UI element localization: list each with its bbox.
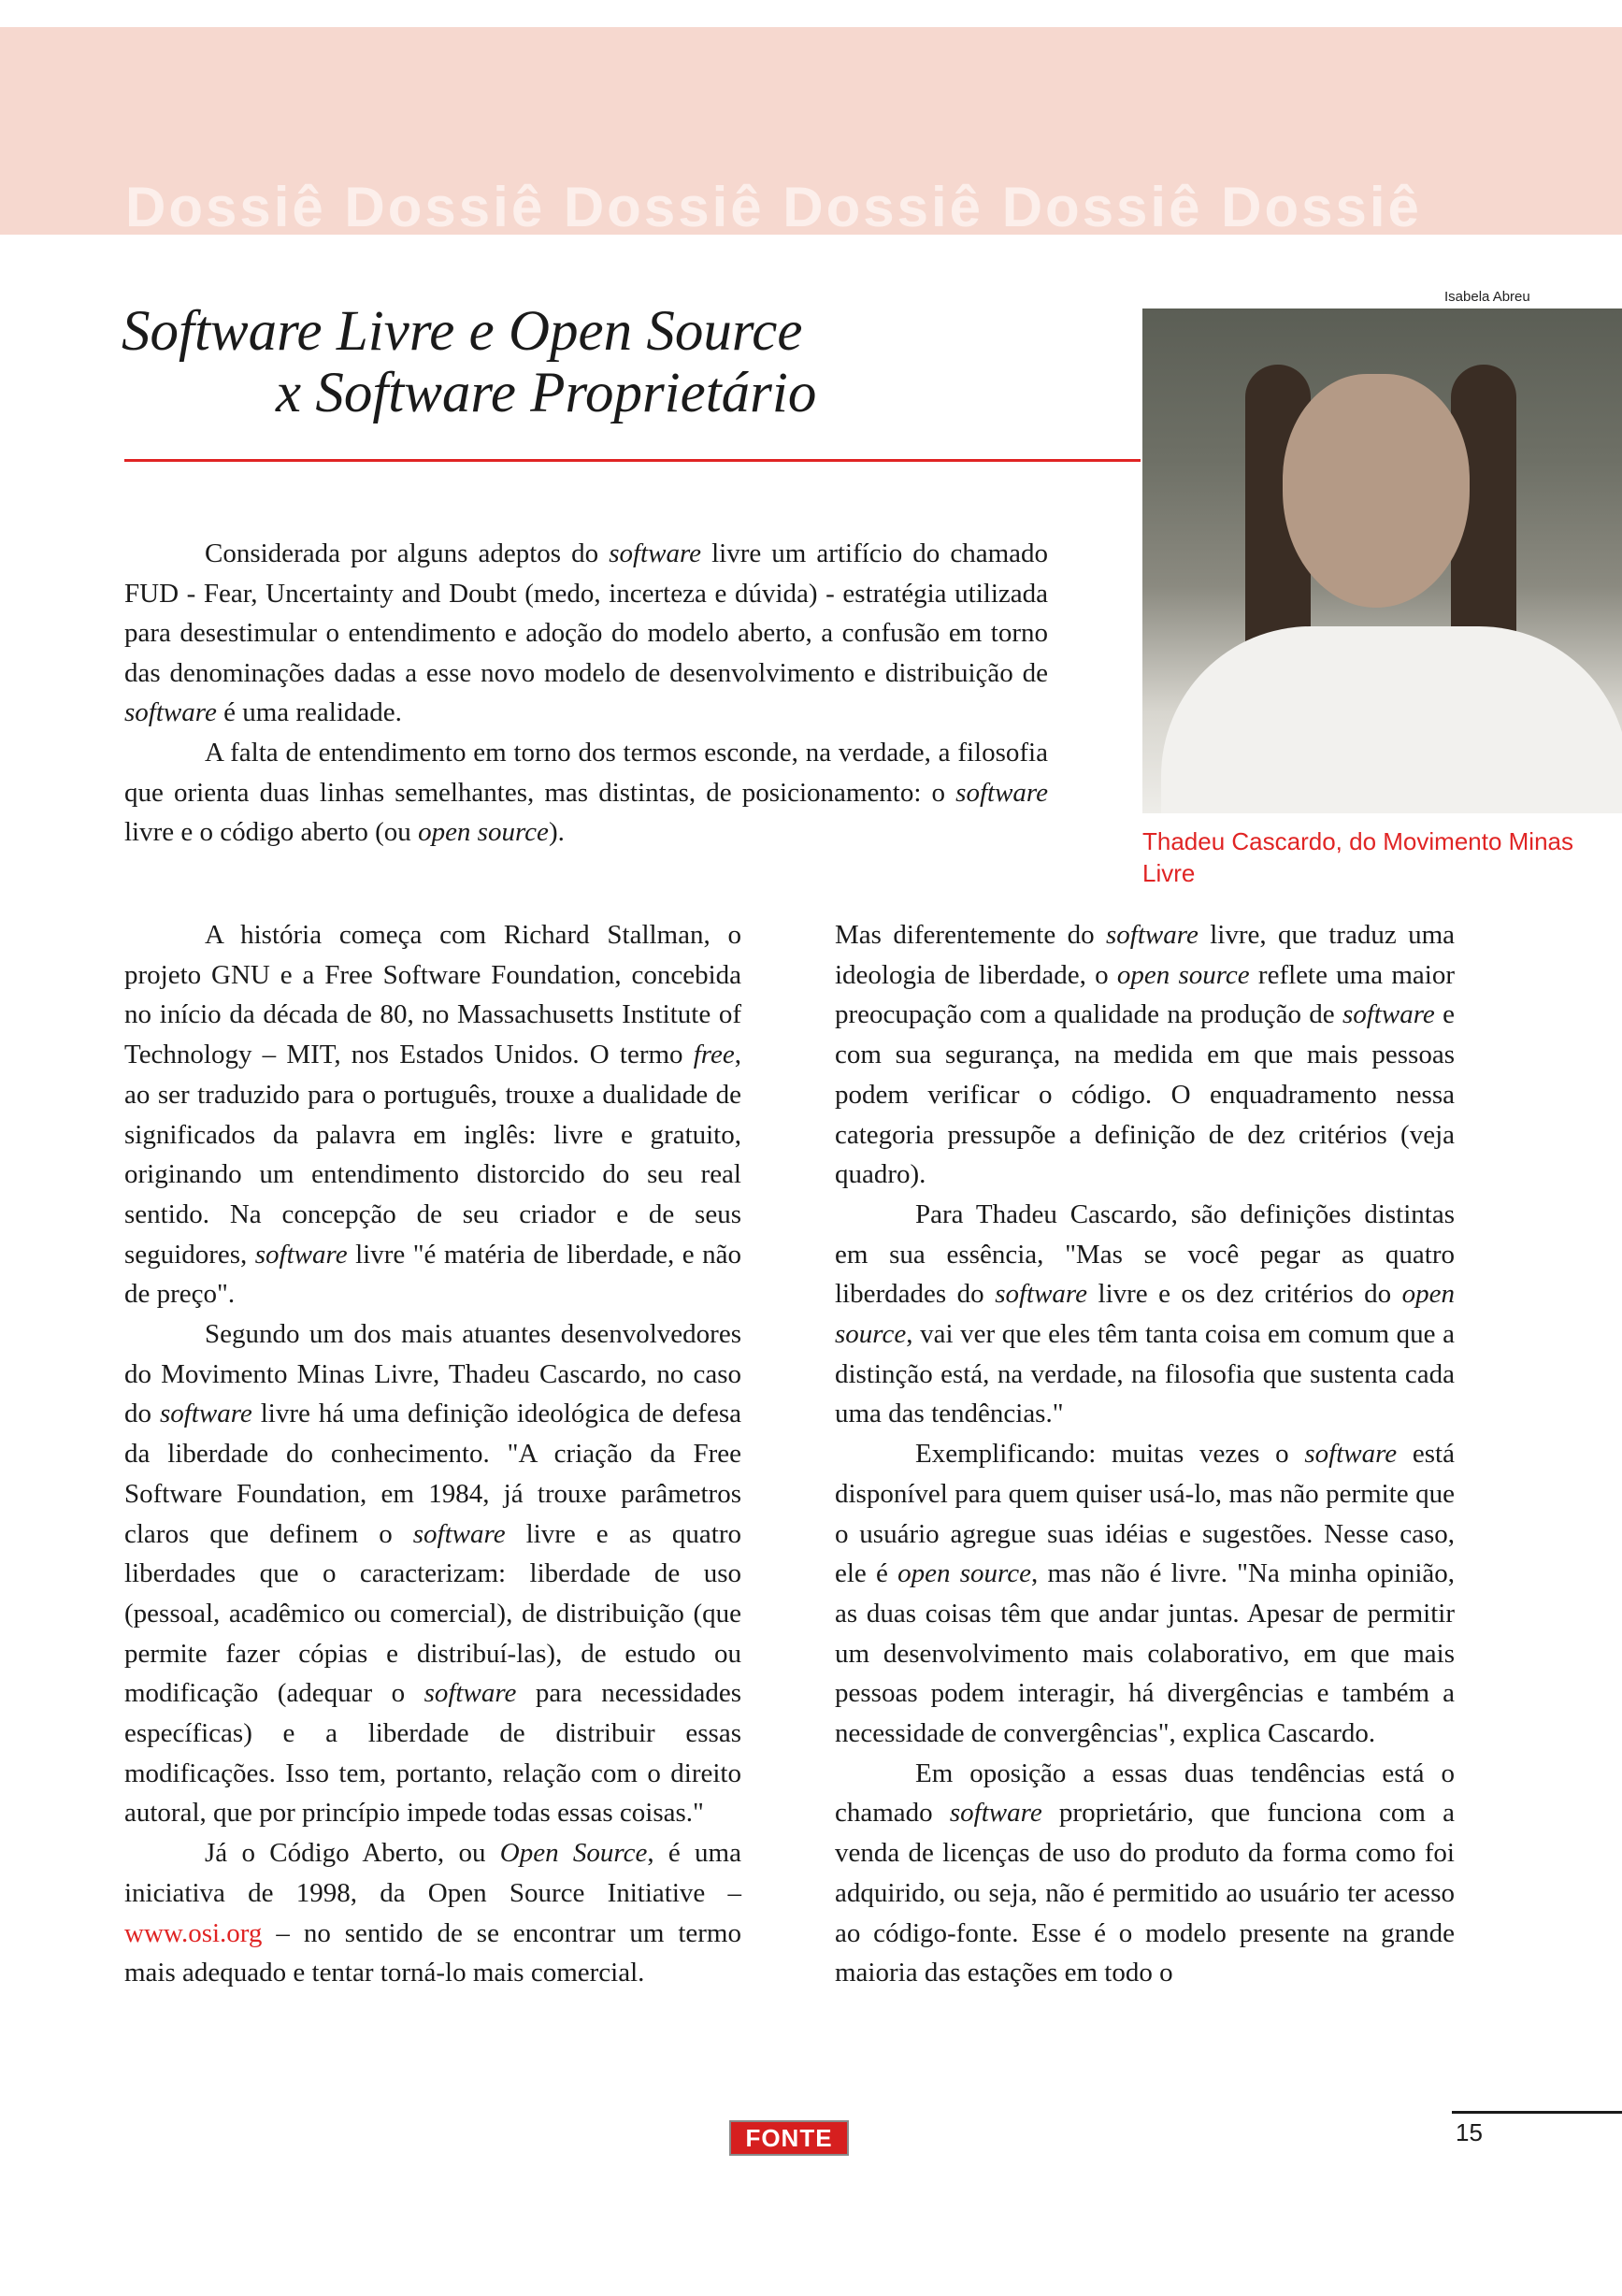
portrait-photo xyxy=(1142,309,1622,813)
right-paragraph-1: Mas diferentemente do software livre, que traduz uma ideologia de liberdade, o open source reflete uma maior preocupação com a qualidade na produção de software e com sua segurança, na medida em que mais pessoas podem verificar o código. O enquadramento nessa categoria pressupõe a definição de dez critérios (veja quadro). xyxy=(835,920,1456,1190)
photo-face xyxy=(1283,374,1470,608)
left-column xyxy=(124,915,741,1993)
osi-link[interactable]: www.osi.org xyxy=(124,1917,263,1948)
title-line-2: x Software Proprietário xyxy=(276,362,817,424)
page-number: 15 xyxy=(1456,2118,1483,2146)
right-paragraph-3: Exemplificando: muitas vezes o software está disponível para quem quiser usá-lo, mas não permite que o usuário agregue suas idéias e sugestões. Nesse caso, ele é open source, mas não é livre. "Na minha opinião, as duas coisas têm que andar juntas. Apesar de permitir um desenvolvimento mais colaborativo, em que mais pessoas podem interagir, há divergências e também a necessidade de convergências", explica Cascardo. xyxy=(835,1439,1455,1749)
header-band xyxy=(0,27,1622,238)
photo-credit: Isabela Abreu xyxy=(1444,289,1530,305)
header-band-text: Dossiê Dossiê Dossiê Dossiê Dossiê Dossiê xyxy=(125,176,1422,238)
left-paragraph-2: Segundo um dos mais atuantes desenvolvedores do Movimento Minas Livre, Thadeu Cascardo, no caso do software livre há uma definição ideológica de defesa da liberdade do conhecimento. "A criação da Free Software Foundation, em 1984, já trouxe parâmetros claros que definem o software livre e as quatro liberdades que o caracterizam: liberdade de uso (pessoal, acadêmico ou comercial), de distribuição (que permite fazer cópias e distribuí-las), de estudo ou modificação (adequar o software para necessidades específicas) e a liberdade de distribuir essas modificações. Isso tem, portanto, relação com o direito autoral, que por princípio impede todas essas coisas." xyxy=(124,1319,741,1829)
fonte-logo xyxy=(729,2120,849,2156)
left-paragraph-3: Já o Código Aberto, ou Open Source, é uma iniciativa de 1998, da Open Source Initiative – www.osi.org – no sentido de se encontrar um termo mais adequado e tentar torná-lo mais comercial. xyxy=(124,1838,741,1988)
fonte-logo-text: FONTE xyxy=(745,2123,833,2152)
right-paragraph-4: Em oposição a essas duas tendências está o chamado software proprietário, que funciona com a venda de licenças de uso do produto da forma como foi adquirido, ou seja, não é permitido ao usuário ter acesso ao código-fonte. Esse é o modelo presente na grande maioria das estações em todo o xyxy=(835,1758,1456,1988)
photo-caption: Thadeu Cascardo, do Movimento Minas Livre xyxy=(1142,827,1574,887)
title-rule xyxy=(124,459,1141,462)
right-paragraph-2: Para Thadeu Cascardo, são definições distintas em sua essência, "Mas se você pegar as quatro liberdades do software livre e os dez critérios do open source, vai ver que eles têm tanta coisa em comum que a distinção está, na verdade, na filosofia que sustenta cada uma das tendências." xyxy=(835,1198,1455,1429)
title-line-1: Software Livre e Open Source xyxy=(122,300,803,363)
right-column xyxy=(835,915,1455,1993)
page-number-rule xyxy=(1452,2111,1622,2114)
intro-text xyxy=(124,534,1048,853)
left-paragraph-1: A história começa com Richard Stallman, o projeto GNU e a Free Software Foundation, concebida no início da década de 80, no Massachusetts Institute of Technology – MIT, nos Estados Unidos. O termo free, ao ser traduzido para o português, trouxe a dualidade de significados da palavra em inglês: livre e gratuito, originando um entendimento distorcido do seu real sentido. Na concepção de seu criador e de seus seguidores, software livre "é matéria de liberdade, e não de preço". xyxy=(124,920,742,1310)
article-title xyxy=(122,301,1150,424)
photo-shirt xyxy=(1161,626,1622,813)
intro-paragraph-2: A falta de entendimento em torno dos termos esconde, na verdade, a filosofia que orienta duas linhas semelhantes, mas distintas, de posicionamento: o software livre e o código aberto (ou open source). xyxy=(124,737,1048,848)
intro-paragraph-1: Considerada por alguns adeptos do software livre um artifício do chamado FUD - Fear, Uncertainty and Doubt (medo, incerteza e dúvida) - estratégia utilizada para desestimular o entendimento e adoção do modelo aberto, a confusão em torno das denominações dadas a esse novo modelo de desenvolvimento e distribuição de software é uma realidade. xyxy=(124,538,1048,728)
